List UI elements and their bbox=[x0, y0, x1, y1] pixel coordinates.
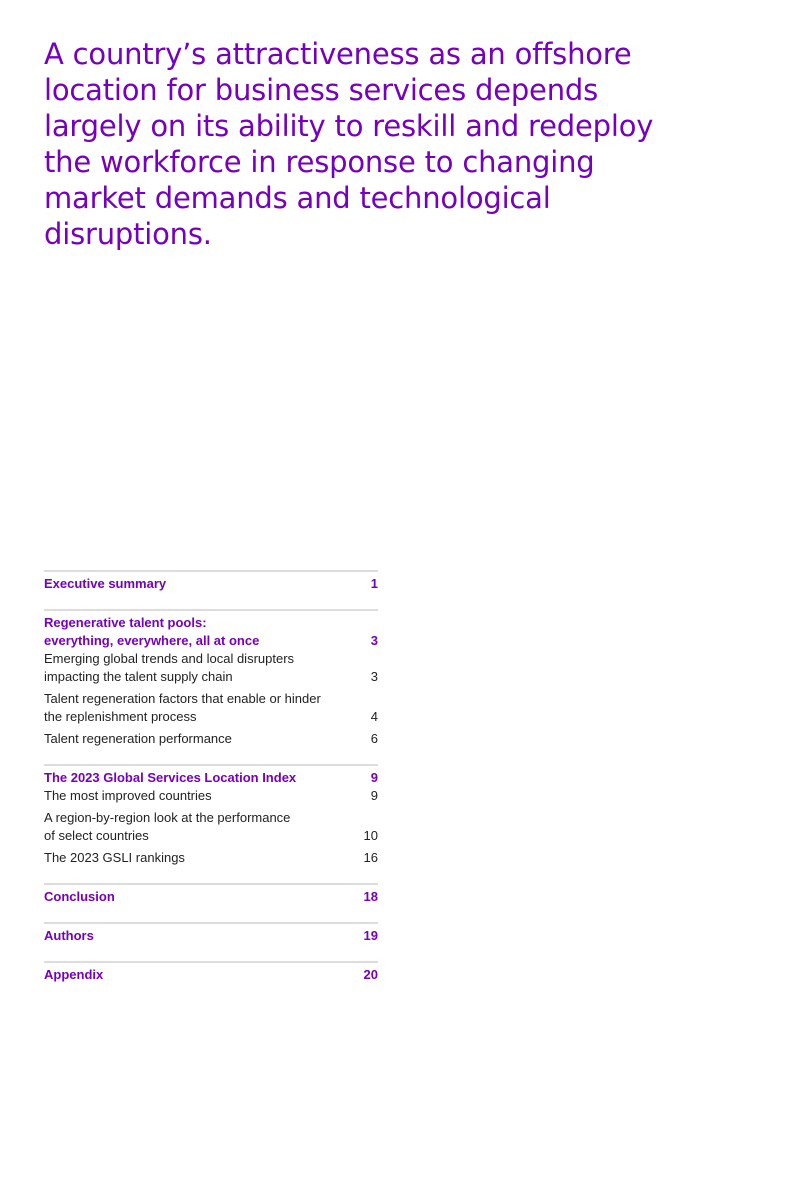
toc-entry-title: Regenerative talent pools: everything, everywhere, all at once bbox=[44, 615, 260, 648]
table-of-contents bbox=[44, 570, 378, 1000]
toc-subentry-page: 3 bbox=[370, 669, 378, 684]
toc-subentry-page: 9 bbox=[370, 788, 378, 803]
toc-section-regenerative-talent-pools bbox=[44, 609, 378, 748]
toc-section-conclusion bbox=[44, 883, 378, 906]
toc-subentry-title: Emerging global trends and local disrupters impacting the talent supply chain bbox=[44, 651, 295, 684]
toc-entry-page: 18 bbox=[363, 889, 378, 904]
toc-subentry-title: A region-by-region look at the performance of select countries bbox=[44, 810, 291, 843]
toc-subentry-regeneration-factors[interactable] bbox=[44, 690, 378, 726]
toc-entry-regenerative-talent-pools[interactable] bbox=[44, 613, 378, 650]
toc-entry-title: Executive summary bbox=[44, 576, 167, 591]
toc-subentry-title: Talent regeneration factors that enable or hinder the replenishment process bbox=[44, 691, 321, 724]
toc-subentry-gsli-rankings[interactable] bbox=[44, 849, 378, 867]
toc-subentry-region-by-region[interactable] bbox=[44, 809, 378, 845]
toc-subentry-page: 10 bbox=[363, 828, 378, 843]
toc-entry-title: Conclusion bbox=[44, 889, 115, 904]
toc-subentry-global-trends[interactable] bbox=[44, 650, 378, 686]
toc-entry-page: 9 bbox=[370, 770, 378, 785]
toc-subentry-title: The 2023 GSLI rankings bbox=[44, 850, 185, 865]
toc-subentry-most-improved[interactable] bbox=[44, 787, 378, 805]
page-headline: A country’s attractiveness as an offshore location for business services depends largely on its ability to reskill and redeploy the workforce in response to changing market demands and technological disruptions. bbox=[44, 37, 654, 251]
toc-entry-title: The 2023 Global Services Location Index bbox=[44, 770, 297, 785]
toc-entry-page: 20 bbox=[363, 967, 378, 982]
toc-subentry-page: 4 bbox=[370, 709, 378, 724]
toc-entry-appendix[interactable] bbox=[44, 965, 378, 984]
toc-entry-page: 19 bbox=[363, 928, 378, 943]
toc-subentry-title: The most improved countries bbox=[44, 788, 212, 803]
toc-subentry-title: Talent regeneration performance bbox=[44, 731, 232, 746]
toc-section-executive-summary bbox=[44, 570, 378, 593]
toc-section-gsli-2023 bbox=[44, 764, 378, 867]
toc-subentry-regeneration-performance[interactable] bbox=[44, 730, 378, 748]
toc-entry-executive-summary[interactable] bbox=[44, 574, 378, 593]
toc-entry-title: Appendix bbox=[44, 967, 104, 982]
toc-entry-title: Authors bbox=[44, 928, 94, 943]
toc-entry-authors[interactable] bbox=[44, 926, 378, 945]
toc-entry-page: 1 bbox=[370, 576, 378, 591]
toc-entry-gsli-2023[interactable] bbox=[44, 768, 378, 787]
toc-section-appendix bbox=[44, 961, 378, 984]
toc-entry-page: 3 bbox=[370, 633, 378, 648]
toc-subentry-page: 6 bbox=[370, 731, 378, 746]
toc-entry-conclusion[interactable] bbox=[44, 887, 378, 906]
toc-subentry-page: 16 bbox=[363, 850, 378, 865]
toc-section-authors bbox=[44, 922, 378, 945]
